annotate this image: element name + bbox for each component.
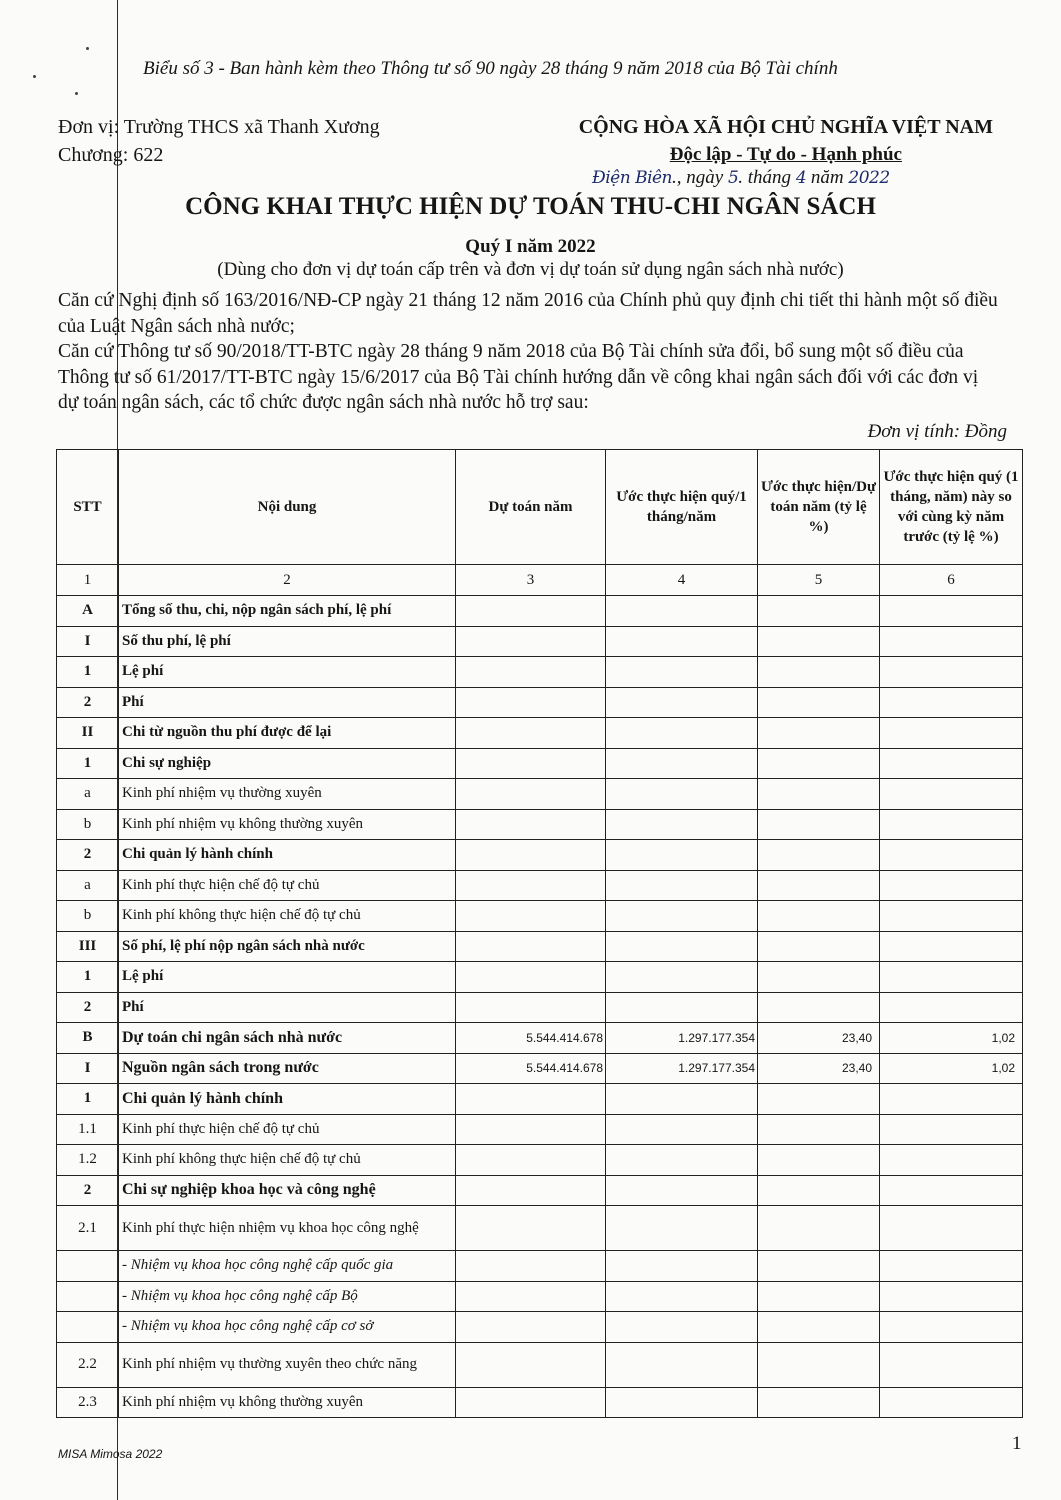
row-yoy: [880, 626, 1023, 657]
chapter-code: Chương: 622: [58, 144, 164, 166]
row-estimate: [606, 657, 758, 688]
row-ratio: [758, 809, 880, 840]
row-ratio: [758, 1387, 880, 1418]
table-row: [57, 992, 1023, 1023]
nation-name: CỘNG HÒA XÃ HỘI CHỦ NGHĨA VIỆT NAM: [578, 116, 993, 138]
document-subtitle: Quý I năm 2022: [465, 236, 596, 257]
column-number-row: [57, 565, 1023, 596]
row-ratio: [758, 657, 880, 688]
row-ratio: [758, 1251, 880, 1282]
table-row: [57, 718, 1023, 749]
row-estimate: [606, 1387, 758, 1418]
legal-basis-paragraph: Căn cứ Nghị định số 163/2016/NĐ-CP ngày 21 tháng 12 năm 2016 của Chính phủ quy định chi tiết thi hành một số điều của Luật Ngân sách nhà nước;: [58, 290, 998, 337]
table-row: [57, 687, 1023, 718]
row-estimate: [606, 687, 758, 718]
row-yoy: [880, 779, 1023, 810]
row-budget: [456, 748, 606, 779]
table-row: [57, 840, 1023, 871]
row-budget: 5.544.414.678: [456, 1023, 606, 1054]
column-header: Ước thực hiện/Dự toán năm (tỷ lệ %): [758, 450, 880, 565]
row-ratio: [758, 718, 880, 749]
table-row: [57, 901, 1023, 932]
form-note: Biểu số 3 - Ban hành kèm theo Thông tư số 90 ngày 28 tháng 9 năm 2018 của Bộ Tài chính: [143, 58, 838, 79]
table-row: [57, 657, 1023, 688]
row-stt: a: [57, 779, 119, 810]
row-stt: 2.1: [57, 1206, 119, 1251]
row-budget: [456, 657, 606, 688]
row-content: Phí: [119, 992, 456, 1023]
row-ratio: [758, 596, 880, 627]
row-estimate: [606, 1251, 758, 1282]
unit-block: [58, 113, 380, 169]
row-estimate: [606, 870, 758, 901]
table-header-row: [57, 450, 1023, 565]
row-ratio: [758, 870, 880, 901]
row-budget: [456, 1387, 606, 1418]
handwritten-day: 5: [727, 168, 739, 188]
row-ratio: [758, 1084, 880, 1115]
scan-speck: [75, 92, 78, 95]
row-yoy: [880, 1114, 1023, 1145]
legal-basis-paragraph: Căn cứ Thông tư số 90/2018/TT-BTC ngày 28 tháng 9 năm 2018 của Bộ Tài chính sửa đổi, bổ sung một số điều của Thông tư số 61/2017/TT-BTC ngày 15/6/2017 của Bộ Tài chính hướng dẫn về công khai ngân sách đối với các đơn vị dự toán ngân sách, các tổ chức được ngân sách nhà nước hỗ trợ sau:: [58, 341, 979, 413]
row-ratio: 23,40: [758, 1053, 880, 1084]
row-yoy: [880, 931, 1023, 962]
row-ratio: [758, 1145, 880, 1176]
row-content: Chi quản lý hành chính: [119, 1084, 456, 1115]
row-yoy: [880, 992, 1023, 1023]
row-content: Phí: [119, 687, 456, 718]
row-content: Kinh phí không thực hiện chế độ tự chủ: [119, 1145, 456, 1176]
row-budget: [456, 779, 606, 810]
row-content: Kinh phí nhiệm vụ không thường xuyên: [119, 809, 456, 840]
row-estimate: [606, 809, 758, 840]
row-stt: 1: [57, 748, 119, 779]
row-budget: [456, 962, 606, 993]
row-ratio: [758, 931, 880, 962]
handwritten-place: Điện Biên: [592, 168, 673, 188]
row-estimate: [606, 1281, 758, 1312]
table-row: [57, 1312, 1023, 1343]
table-row: [57, 1387, 1023, 1418]
row-budget: [456, 1175, 606, 1206]
row-budget: [456, 870, 606, 901]
table-row: [57, 1206, 1023, 1251]
row-content: Số phí, lệ phí nộp ngân sách nhà nước: [119, 931, 456, 962]
row-content: Số thu phí, lệ phí: [119, 626, 456, 657]
row-budget: [456, 809, 606, 840]
row-estimate: [606, 626, 758, 657]
row-yoy: [880, 1312, 1023, 1343]
table-row: [57, 1114, 1023, 1145]
table-row: [57, 809, 1023, 840]
row-content: Kinh phí nhiệm vụ thường xuyên theo chức năng: [119, 1342, 456, 1387]
row-estimate: [606, 840, 758, 871]
column-header: Nội dung: [119, 450, 456, 565]
document-title: CÔNG KHAI THỰC HIỆN DỰ TOÁN THU-CHI NGÂN SÁCH: [185, 193, 876, 220]
row-content: Chi sự nghiệp: [119, 748, 456, 779]
row-budget: [456, 1281, 606, 1312]
table-row: [57, 931, 1023, 962]
row-yoy: [880, 1175, 1023, 1206]
row-budget: [456, 1251, 606, 1282]
table-row: [57, 596, 1023, 627]
page-number: 1: [1012, 1433, 1022, 1454]
row-stt: I: [57, 626, 119, 657]
row-yoy: [880, 962, 1023, 993]
row-ratio: [758, 1281, 880, 1312]
table-row: [57, 748, 1023, 779]
column-number: 5: [758, 565, 880, 596]
row-content: Kinh phí không thực hiện chế độ tự chủ: [119, 901, 456, 932]
row-estimate: [606, 931, 758, 962]
row-budget: [456, 931, 606, 962]
handwritten-year: 2022: [848, 168, 890, 188]
row-content: Chi từ nguồn thu phí được để lại: [119, 718, 456, 749]
table-row: [57, 1084, 1023, 1115]
table-row: [57, 1053, 1023, 1084]
row-yoy: [880, 1342, 1023, 1387]
budget-table: [56, 449, 1023, 1418]
row-stt: 1: [57, 1084, 119, 1115]
row-content: Kinh phí thực hiện chế độ tự chủ: [119, 1114, 456, 1145]
row-stt: 1.2: [57, 1145, 119, 1176]
row-estimate: 1.297.177.354: [606, 1053, 758, 1084]
row-content: Kinh phí thực hiện chế độ tự chủ: [119, 870, 456, 901]
unit-name: Đơn vị: Trường THCS xã Thanh Xương: [58, 116, 380, 138]
row-stt: 2: [57, 687, 119, 718]
row-content: Dự toán chi ngân sách nhà nước: [119, 1023, 456, 1054]
row-stt: 2: [57, 840, 119, 871]
table-row: [57, 962, 1023, 993]
column-header: Dự toán năm: [456, 450, 606, 565]
row-stt: 1.1: [57, 1114, 119, 1145]
row-content: Kinh phí thực hiện nhiệm vụ khoa học công nghệ: [119, 1206, 456, 1251]
row-estimate: [606, 718, 758, 749]
row-yoy: [880, 1281, 1023, 1312]
row-stt: [57, 1281, 119, 1312]
row-budget: 5.544.414.678: [456, 1053, 606, 1084]
row-budget: [456, 687, 606, 718]
row-yoy: [880, 870, 1023, 901]
row-content: Chi sự nghiệp khoa học và công nghệ: [119, 1175, 456, 1206]
row-estimate: [606, 1145, 758, 1176]
row-ratio: [758, 748, 880, 779]
row-estimate: [606, 748, 758, 779]
row-content: Nguồn ngân sách trong nước: [119, 1053, 456, 1084]
column-number: 4: [606, 565, 758, 596]
currency-note: Đơn vị tính: Đồng: [867, 421, 1007, 442]
row-budget: [456, 901, 606, 932]
row-yoy: [880, 1084, 1023, 1115]
table-row: [57, 1175, 1023, 1206]
row-ratio: [758, 687, 880, 718]
row-ratio: [758, 626, 880, 657]
row-stt: [57, 1251, 119, 1282]
row-ratio: [758, 840, 880, 871]
row-stt: 2.3: [57, 1387, 119, 1418]
row-estimate: [606, 962, 758, 993]
row-stt: [57, 1312, 119, 1343]
row-estimate: [606, 1175, 758, 1206]
row-estimate: [606, 992, 758, 1023]
scan-speck: [86, 47, 89, 50]
row-ratio: [758, 1342, 880, 1387]
dateline: Điện Biên., ngày 5. tháng 4 năm 2022: [592, 167, 890, 188]
row-yoy: [880, 657, 1023, 688]
row-estimate: [606, 1114, 758, 1145]
row-budget: [456, 1084, 606, 1115]
column-header: Ước thực hiện quý/1 tháng/năm: [606, 450, 758, 565]
column-number: 6: [880, 565, 1023, 596]
row-stt: a: [57, 870, 119, 901]
row-stt: A: [57, 596, 119, 627]
table-row: [57, 1145, 1023, 1176]
column-number: 3: [456, 565, 606, 596]
row-yoy: [880, 1387, 1023, 1418]
table-row: [57, 779, 1023, 810]
table-row: [57, 1251, 1023, 1282]
row-yoy: [880, 718, 1023, 749]
row-stt: 1: [57, 657, 119, 688]
row-budget: [456, 840, 606, 871]
row-budget: [456, 992, 606, 1023]
row-ratio: [758, 962, 880, 993]
column-number: 1: [57, 565, 119, 596]
row-stt: III: [57, 931, 119, 962]
table-row: [57, 1023, 1023, 1054]
row-yoy: [880, 1251, 1023, 1282]
column-header: Ước thực hiện quý (1 tháng, năm) này so với cùng kỳ năm trước (tỷ lệ %): [880, 450, 1023, 565]
row-yoy: [880, 809, 1023, 840]
row-estimate: 1.297.177.354: [606, 1023, 758, 1054]
motto: Độc lập - Tự do - Hạnh phúc: [669, 144, 902, 165]
table-row: [57, 626, 1023, 657]
row-budget: [456, 1206, 606, 1251]
row-budget: [456, 1145, 606, 1176]
row-yoy: [880, 901, 1023, 932]
row-yoy: 1,02: [880, 1053, 1023, 1084]
row-ratio: [758, 992, 880, 1023]
row-content: Lệ phí: [119, 657, 456, 688]
nation-block: [579, 113, 993, 169]
row-ratio: 23,40: [758, 1023, 880, 1054]
row-estimate: [606, 1206, 758, 1251]
column-header: STT: [57, 450, 119, 565]
row-content: Tổng số thu, chi, nộp ngân sách phí, lệ phí: [119, 596, 456, 627]
row-content: - Nhiệm vụ khoa học công nghệ cấp cơ sở: [119, 1312, 456, 1343]
software-footer: MISA Mimosa 2022: [58, 1447, 163, 1461]
table-row: [57, 1281, 1023, 1312]
row-estimate: [606, 1084, 758, 1115]
row-estimate: [606, 1312, 758, 1343]
row-yoy: [880, 748, 1023, 779]
row-stt: I: [57, 1053, 119, 1084]
row-ratio: [758, 1312, 880, 1343]
row-yoy: 1,02: [880, 1023, 1023, 1054]
row-content: Kinh phí nhiệm vụ không thường xuyên: [119, 1387, 456, 1418]
row-budget: [456, 1342, 606, 1387]
row-yoy: [880, 1206, 1023, 1251]
row-ratio: [758, 1175, 880, 1206]
row-budget: [456, 718, 606, 749]
row-ratio: [758, 901, 880, 932]
row-stt: 2.2: [57, 1342, 119, 1387]
row-stt: b: [57, 901, 119, 932]
row-stt: 1: [57, 962, 119, 993]
row-yoy: [880, 840, 1023, 871]
row-budget: [456, 1114, 606, 1145]
row-estimate: [606, 1342, 758, 1387]
row-estimate: [606, 901, 758, 932]
row-content: Lệ phí: [119, 962, 456, 993]
row-yoy: [880, 687, 1023, 718]
row-content: Chi quản lý hành chính: [119, 840, 456, 871]
row-ratio: [758, 1206, 880, 1251]
row-budget: [456, 1312, 606, 1343]
row-content: Kinh phí nhiệm vụ thường xuyên: [119, 779, 456, 810]
row-stt: 2: [57, 1175, 119, 1206]
scan-speck: [33, 75, 36, 78]
legal-basis: [58, 288, 998, 416]
table-row: [57, 870, 1023, 901]
row-budget: [456, 596, 606, 627]
handwritten-month: 4: [795, 168, 807, 188]
row-estimate: [606, 596, 758, 627]
row-ratio: [758, 779, 880, 810]
row-stt: b: [57, 809, 119, 840]
row-yoy: [880, 596, 1023, 627]
row-estimate: [606, 779, 758, 810]
usage-note: (Dùng cho đơn vị dự toán cấp trên và đơn vị dự toán sử dụng ngân sách nhà nước): [217, 259, 844, 280]
row-ratio: [758, 1114, 880, 1145]
row-content: - Nhiệm vụ khoa học công nghệ cấp Bộ: [119, 1281, 456, 1312]
table-row: [57, 1342, 1023, 1387]
row-stt: B: [57, 1023, 119, 1054]
column-number: 2: [119, 565, 456, 596]
row-stt: II: [57, 718, 119, 749]
row-budget: [456, 626, 606, 657]
row-yoy: [880, 1145, 1023, 1176]
row-content: - Nhiệm vụ khoa học công nghệ cấp quốc gia: [119, 1251, 456, 1282]
row-stt: 2: [57, 992, 119, 1023]
